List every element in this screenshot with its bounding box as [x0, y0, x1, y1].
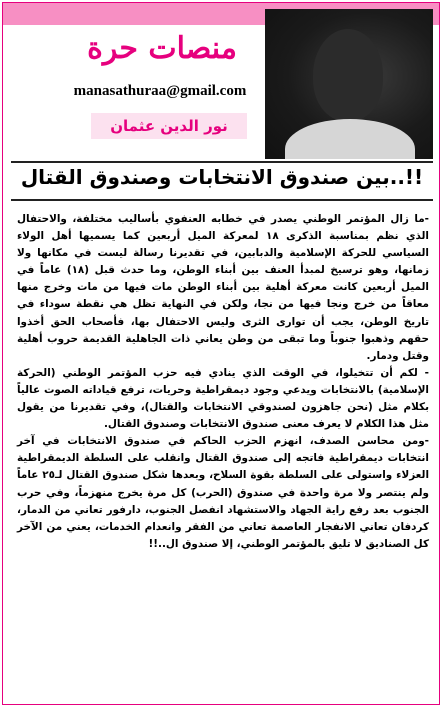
author-name: نور الدين عثمان [91, 113, 247, 139]
author-photo-shirt [285, 119, 415, 159]
column-title: منصات حرة [87, 31, 237, 66]
article-paragraph: -ما زال المؤتمر الوطني يصدر في خطابه العنفوي بأساليب مختلفة، والاحتفال الذي نظم بمناسبة الذكرى ١٨ لمعركة الميل أربعين كما يسميها أهل الولاء السياسي للحركة الإسلامية والدبابين، في تقديرنا رسالة ليست في مكانها ولا زمانها، وهو ترسيخ لمبدأ العنف بين أبناء الوطن، وما حدث قبل (١٨) عاماً في الميل أربعين كانت معركة أهلية بين أبناء الوطن مات فيها من مات وخرج منها معاقاً من خرج ونجا فيها من نجا، ولكن في النهاية تظل هي نقطة سوداء في تاريخ الوطن، يجب أن توارى الثرى وليس الاحتفال بها، فأصحاب الحق أخذوا حقهم وذهبوا جنوباً وما تبقى من وطن يعاني ذات الجاهلية القديمة حروب أهلية وقتل ودمار. [17, 213, 429, 362]
article-body [17, 211, 429, 553]
headline-rule-top [11, 161, 433, 163]
article-frame [2, 2, 440, 705]
author-photo [265, 9, 433, 159]
article-paragraph: -ومن محاسن الصدف، انهزم الحزب الحاكم في صندوق الانتخابات في آخر انتخابات ديمقراطية فاتجه إلى صندوق القتال وانقلب على السلطة الديمقراطية العزلاء واستولى على السلطة بقوة السلاح، وبعدها شكل صندوق القتال لـ٢٥ عاماً ولم ينتصر ولا مرة واحدة في صندوق (الحرب) كل مرة يخرج منهزماً، وفي حرب الجنوب بعد رفع راية الجهاد والاستشهاد انفصل الجنوب، دارفور تعاني من الدمار، كردفان تعاني الانفجار العاصمة تعاني من الفقر وانعدام الخدمات، يعني من الآخر كل الصناديق لا تليق بالمؤتمر الوطني، إلا صندوق ال..!! [17, 435, 429, 550]
headline: بين صندوق الانتخابات وصندوق القتال..!! [20, 165, 424, 189]
author-email: manasathuraa@gmail.com [73, 83, 247, 99]
article-paragraph: - لكم أن تتخيلوا، في الوقت الذي ينادي فيه حزب المؤتمر الوطني (الحركة الإسلامية) بالانتخابات ويدعي وجود ديمقراطية وحريات، ترفع قياداته الصوت عالياً بكلام مثل (نحن جاهزون لصندوقي الانتخابات والقتال)، وفي تقديرنا من يقول مثل هذا الكلام لا يعرف معنى صندوق الانتخابات وصندوق القتال. [17, 366, 429, 431]
author-photo-face [313, 29, 383, 121]
headline-rule-bottom [11, 199, 433, 201]
